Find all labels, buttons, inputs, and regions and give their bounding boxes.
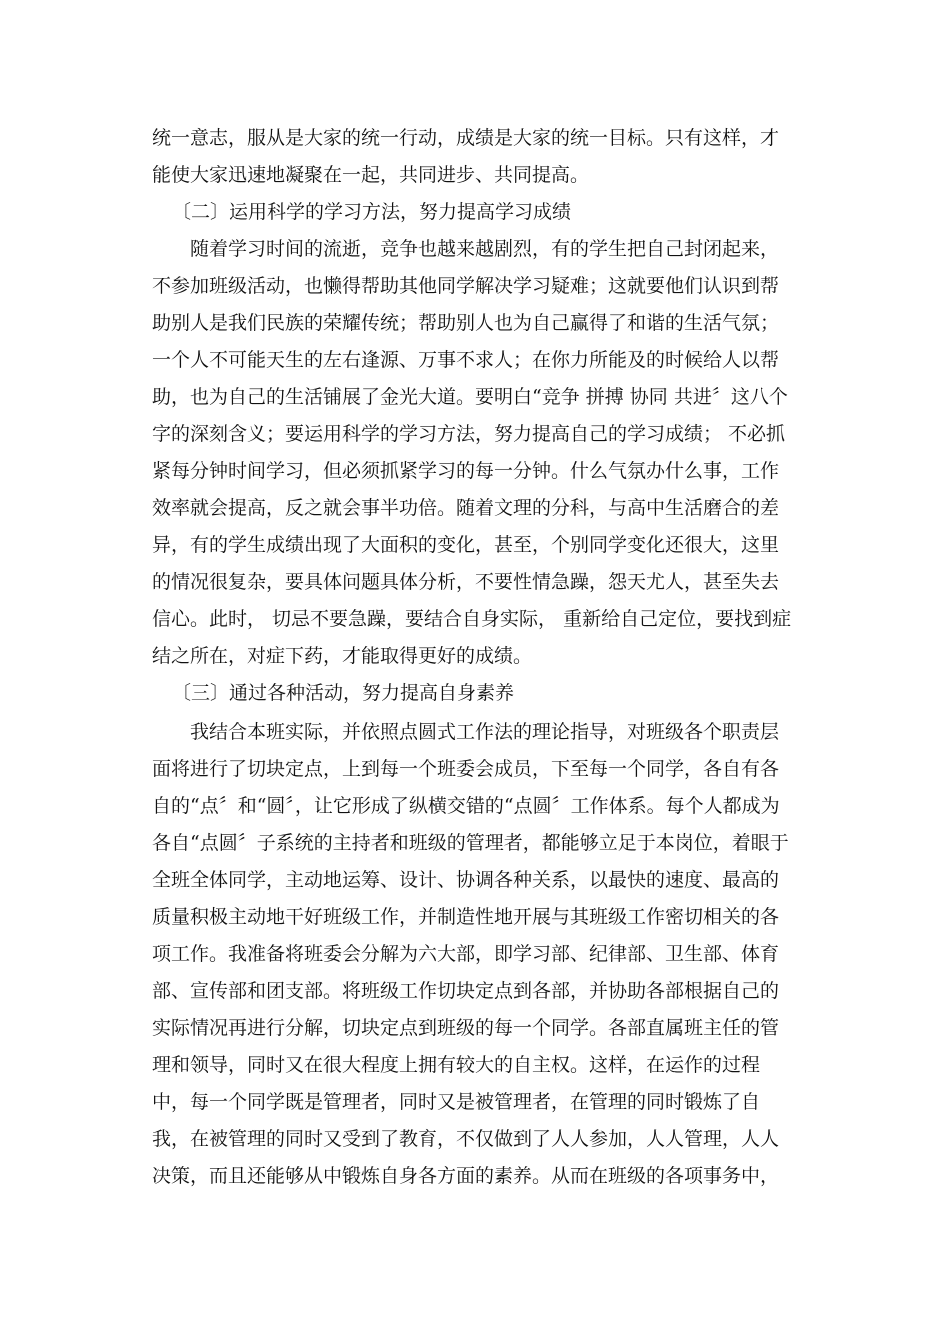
- body-line: 紧每分钟时间学习，但必须抓紧学习的每一分钟。什么气氛办什么事，工作: [152, 460, 780, 482]
- body-line: 结之所在，对症下药，才能取得更好的成绩。: [152, 645, 533, 667]
- body-line: 全班全体同学，主动地运筹、设计、协调各种关系，以最快的速度、最高的: [152, 869, 780, 891]
- body-line: 不参加班级活动，也懒得帮助其他同学解决学习疑难；这就要他们认识到帮: [152, 275, 780, 297]
- body-line: 项工作。我准备将班委会分解为六大部，即学习部、纪律部、卫生部、体育: [152, 943, 780, 965]
- body-line: 的情况很复杂，要具体问题具体分析，不要性情急躁，怨天尤人，甚至失去: [152, 571, 780, 593]
- body-line: 决策，而且还能够从中锻炼自身各方面的素养。从而在班级的各项事务中，: [152, 1165, 780, 1187]
- body-line: 助别人是我们民族的荣耀传统；帮助别人也为自己赢得了和谐的生活气氛；: [152, 312, 780, 334]
- body-line: 字的深刻含义；要运用科学的学习方法，努力提高自己的学习成绩； 不必抓: [152, 423, 786, 445]
- body-line: 实际情况再进行分解，切块定点到班级的每一个同学。各部直属班主任的管: [152, 1017, 780, 1039]
- body-line: 随着学习时间的流逝，竞争也越来越剧烈，有的学生把自己封闭起来，: [190, 238, 780, 260]
- body-line: 中，每一个同学既是管理者，同时又是被管理者，在管理的同时锻炼了自: [152, 1091, 761, 1113]
- body-line: 能使大家迅速地凝聚在一起，共同进步、共同提高。: [152, 164, 590, 186]
- body-line: 自的“点〞和“圆〞，让它形成了纵横交错的“点圆〞工作体系。每个人都成为: [152, 795, 780, 817]
- body-line: 理和领导，同时又在很大程度上拥有较大的自主权。这样，在运作的过程: [152, 1054, 761, 1076]
- body-line: 一个人不可能天生的左右逢源、万事不求人；在你力所能及的时候给人以帮: [152, 349, 780, 371]
- body-line: 质量积极主动地干好班级工作，并制造性地开展与其班级工作密切相关的各: [152, 906, 780, 928]
- body-line: 我，在被管理的同时又受到了教育，不仅做到了人人参加，人人管理，人人: [152, 1128, 780, 1150]
- body-line: 统一意志，服从是大家的统一行动，成绩是大家的统一目标。只有这样，才: [152, 127, 780, 149]
- body-line: 面将进行了切块定点，上到每一个班委会成员，下至每一个同学，各自有各: [152, 758, 780, 780]
- body-line: 信心。此时， 切忌不要急躁，要结合自身实际， 重新给自己定位，要找到症: [152, 608, 792, 630]
- body-line: 部、宣传部和团支部。将班级工作切块定点到各部，并协助各部根据自己的: [152, 980, 780, 1002]
- section-heading: 〔二〕运用科学的学习方法，努力提高学习成绩: [172, 201, 572, 223]
- section-heading: 〔三〕通过各种活动，努力提高自身素养: [172, 682, 515, 704]
- body-line: 效率就会提高，反之就会事半功倍。随着文理的分科，与高中生活磨合的差: [152, 497, 780, 519]
- body-line: 各自“点圆〞子系统的主持者和班级的管理者，都能够立足于本岗位，着眼于: [152, 832, 789, 854]
- body-line: 助，也为自己的生活铺展了金光大道。要明白“竞争 拼搏 协同 共进〞这八个: [152, 386, 788, 408]
- body-line: 异，有的学生成绩出现了大面积的变化，甚至，个别同学变化还很大，这里: [152, 534, 780, 556]
- body-line: 我结合本班实际，并依照点圆式工作法的理论指导，对班级各个职责层: [190, 721, 780, 743]
